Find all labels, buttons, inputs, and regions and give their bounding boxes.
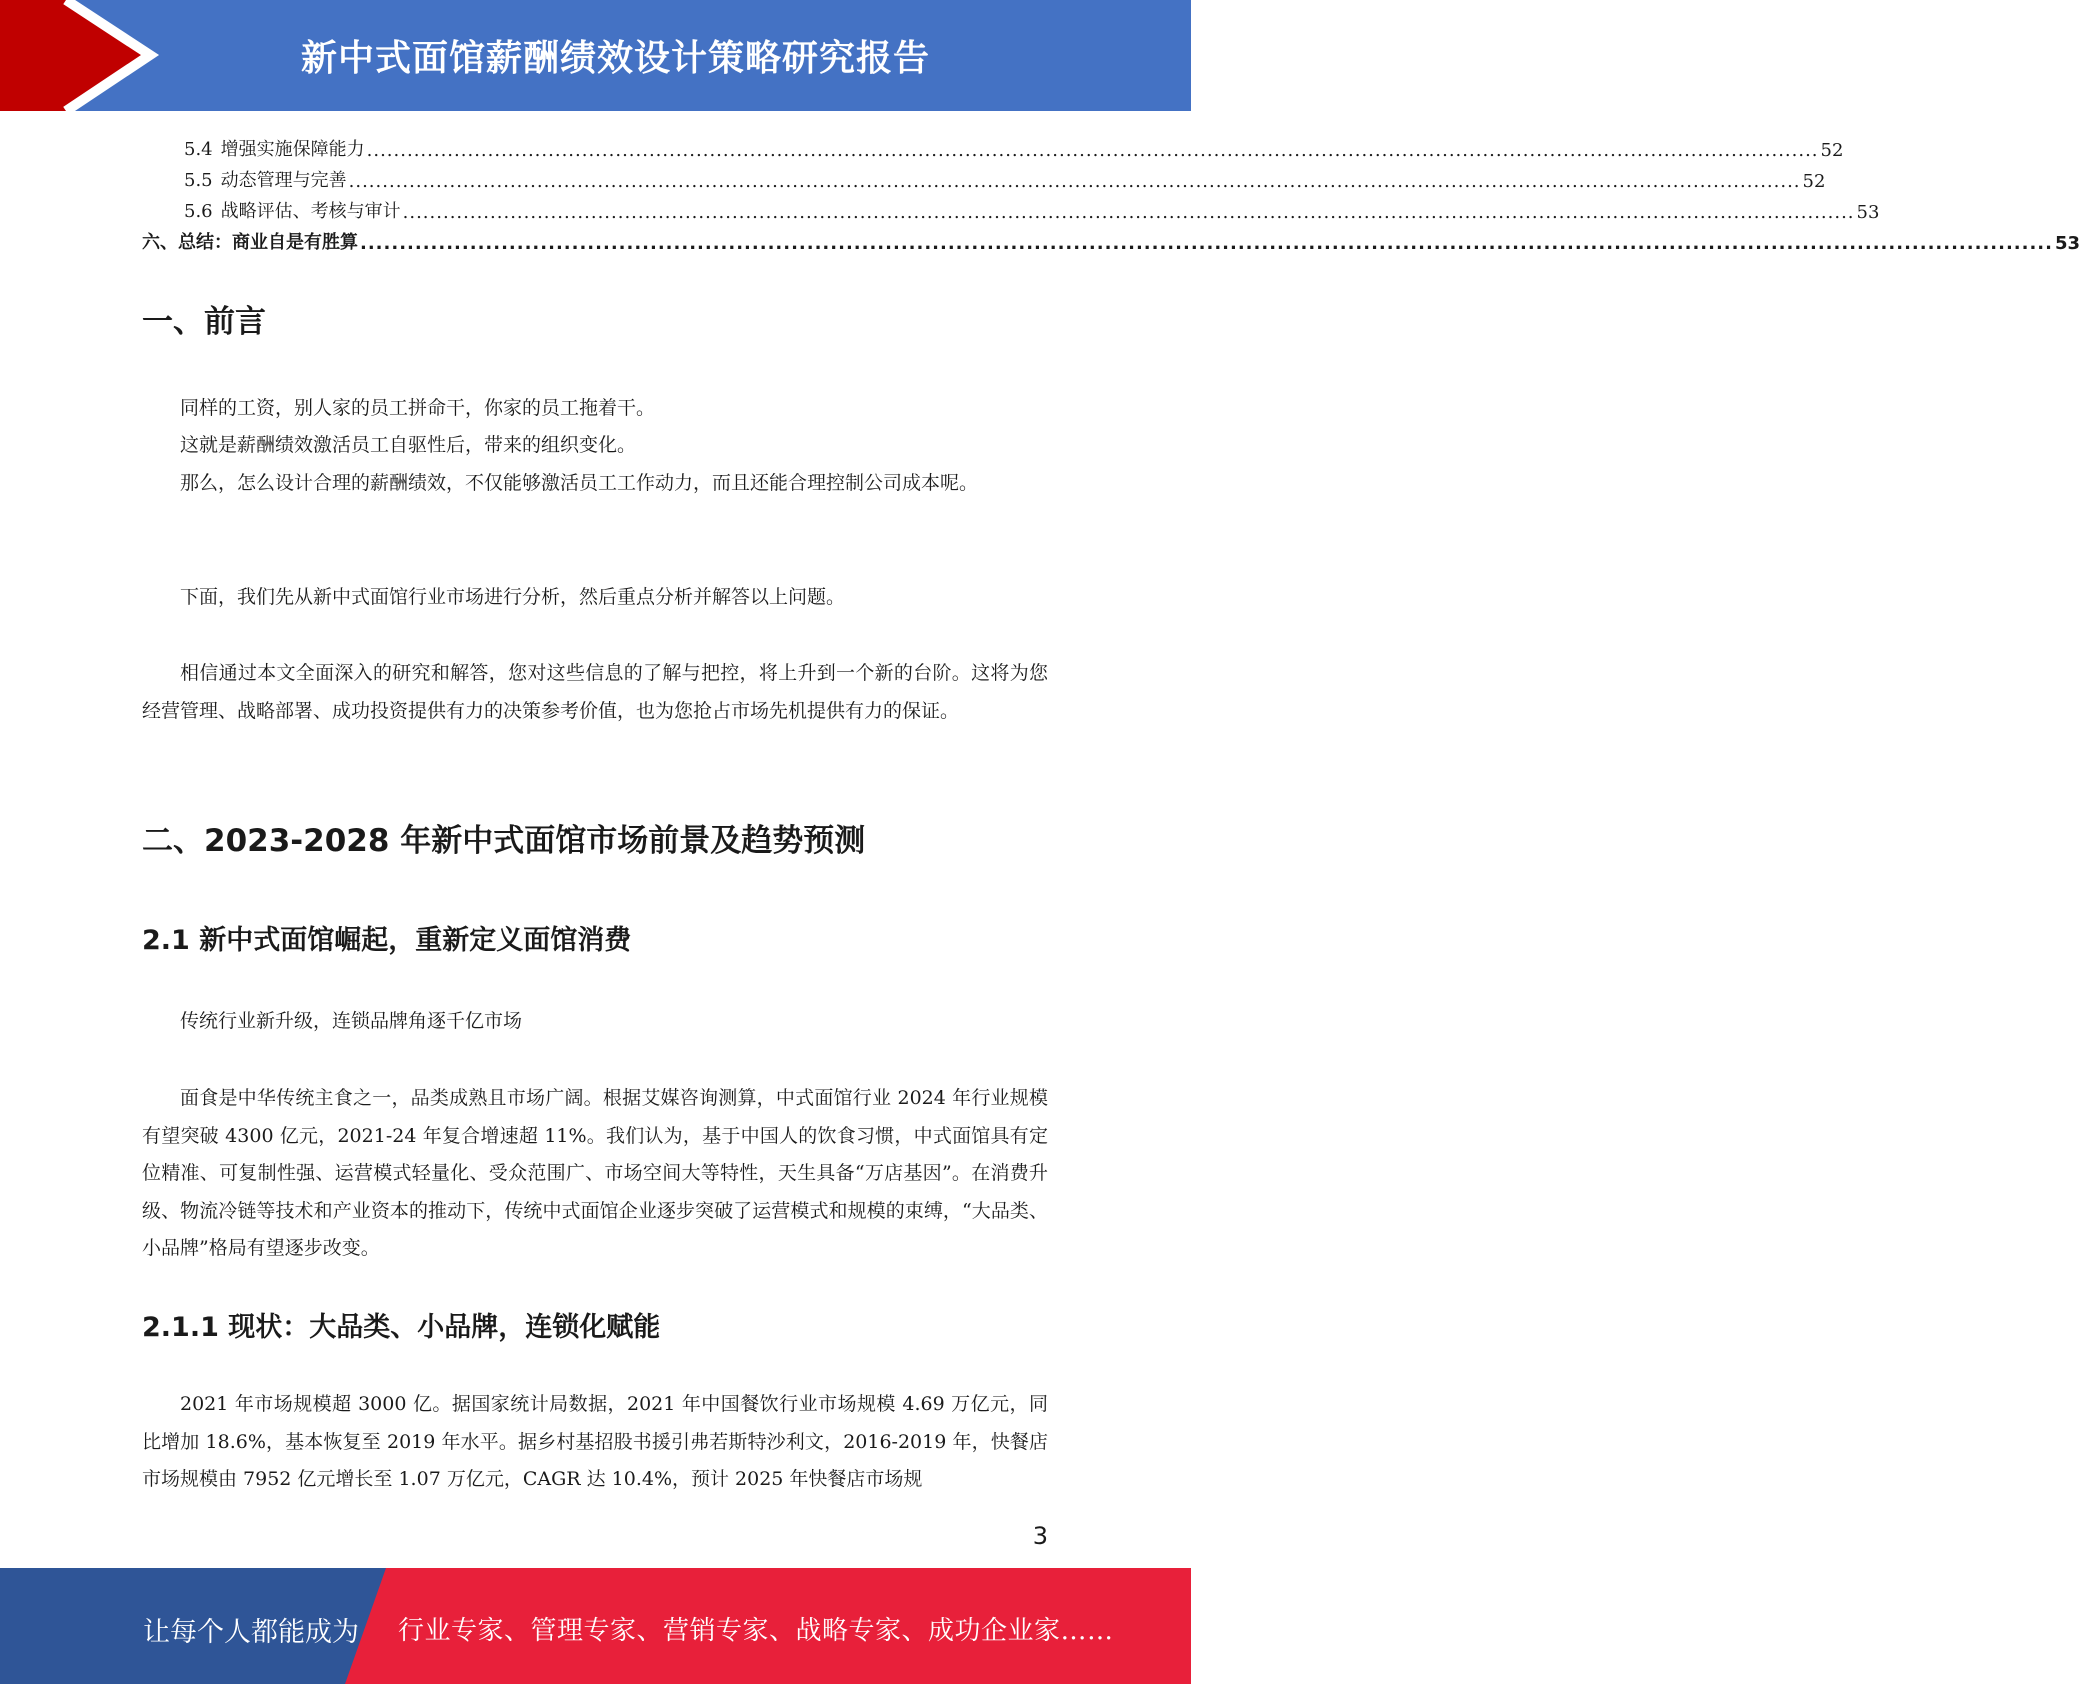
toc-title: 增强实施保障能力 xyxy=(220,139,365,160)
toc-title: 战略评估、考核与审计 xyxy=(220,201,401,222)
toc-leader: ........................................................................................................................................................................................................................ xyxy=(366,140,1819,161)
toc-leader: ........................................................................................................................................................................................................................ xyxy=(360,233,2053,254)
toc-row[interactable] xyxy=(142,130,1844,161)
page-header xyxy=(0,0,1191,111)
toc-row[interactable] xyxy=(142,223,2080,254)
paragraph: 下面，我们先从新中式面馆行业市场进行分析，然后重点分析并解答以上问题。 xyxy=(180,586,846,608)
toc-page: 53 xyxy=(2054,233,2080,254)
report-title: 新中式面馆薪酬绩效设计策略研究报告 xyxy=(300,38,930,79)
paragraph: 2021 年市场规模超 3000 亿。据国家统计局数据，2021 年中国餐饮行业市场规模 4.69 万亿元，同比增加 18.6%，基本恢复至 2019 年水平。据乡村基招股书援引弗若斯特沙利文，2016-2019 年，快餐店市场规模由 7952 亿元增长至 1.07 万亿元，CAGR 达 10.4%，预计 2025 年快餐店市场规 xyxy=(142,1393,1048,1490)
paragraph: 相信通过本文全面深入的研究和解答，您对这些信息的了解与把控，将上升到一个新的台阶。这将为您经营管理、战略部署、成功投资提供有力的决策参考价值，也为您抢占市场先机提供有力的保证。 xyxy=(142,662,1048,722)
paragraph: 面食是中华传统主食之一，品类成熟且市场广阔。根据艾媒咨询测算，中式面馆行业 2024 年行业规模有望突破 4300 亿元，2021-24 年复合增速超 11%。我们认为，基于中国人的饮食习惯，中式面馆具有定位精准、可复制性强、运营模式轻量化、受众范围广、市场空间大等特性，天生具备“万店基因”。在消费升级、物流冷链等技术和产业资本的推动下，传统中式面馆企业逐步突破了运营模式和规模的束缚，“大品类、小品牌”格局有望逐步改变。 xyxy=(142,1087,1048,1259)
toc-page: 52 xyxy=(1802,171,1826,192)
toc-num: 5.4 xyxy=(184,139,213,160)
footer-slogan: 让每个人都能成为 xyxy=(143,1617,359,1648)
toc-leader: ........................................................................................................................................................................................................................ xyxy=(348,171,1801,192)
toc-page: 53 xyxy=(1856,202,1880,223)
footer-expert-list: 行业专家、管理专家、营销专家、战略专家、成功企业家…… xyxy=(398,1616,1114,1646)
subsection-heading: 2.1 新中式面馆崛起，重新定义面馆消费 xyxy=(142,925,632,956)
toc-title: 六、总结：商业自是有胜算 xyxy=(142,232,358,253)
paragraph: 这就是薪酬绩效激活员工自驱性后，带来的组织变化。 xyxy=(180,434,637,456)
paragraph: 传统行业新升级，连锁品牌角逐千亿市场 xyxy=(180,1010,523,1032)
subsection-heading: 2.1.1 现状：大品类、小品牌，连锁化赋能 xyxy=(142,1312,661,1343)
paragraph: 同样的工资，别人家的员工拼命干，你家的员工拖着干。 xyxy=(180,397,656,419)
section-heading-market-outlook: 二、2023-2028 年新中式面馆市场前景及趋势预测 xyxy=(142,823,866,859)
toc-num: 5.5 xyxy=(184,170,213,191)
toc-page: 52 xyxy=(1820,140,1844,161)
toc-row[interactable] xyxy=(142,161,1826,192)
toc-title: 动态管理与完善 xyxy=(220,170,347,191)
page-footer xyxy=(0,1568,1191,1684)
page-number: 3 xyxy=(1032,1522,1048,1550)
table-of-contents xyxy=(142,130,2080,254)
toc-num: 5.6 xyxy=(184,201,213,222)
toc-leader: ........................................................................................................................................................................................................................ xyxy=(402,202,1855,223)
section-heading-preface: 一、前言 xyxy=(142,304,266,340)
paragraph: 那么，怎么设计合理的薪酬绩效，不仅能够激活员工工作动力，而且还能合理控制公司成本呢。 xyxy=(180,472,979,494)
toc-row[interactable] xyxy=(142,192,1880,223)
